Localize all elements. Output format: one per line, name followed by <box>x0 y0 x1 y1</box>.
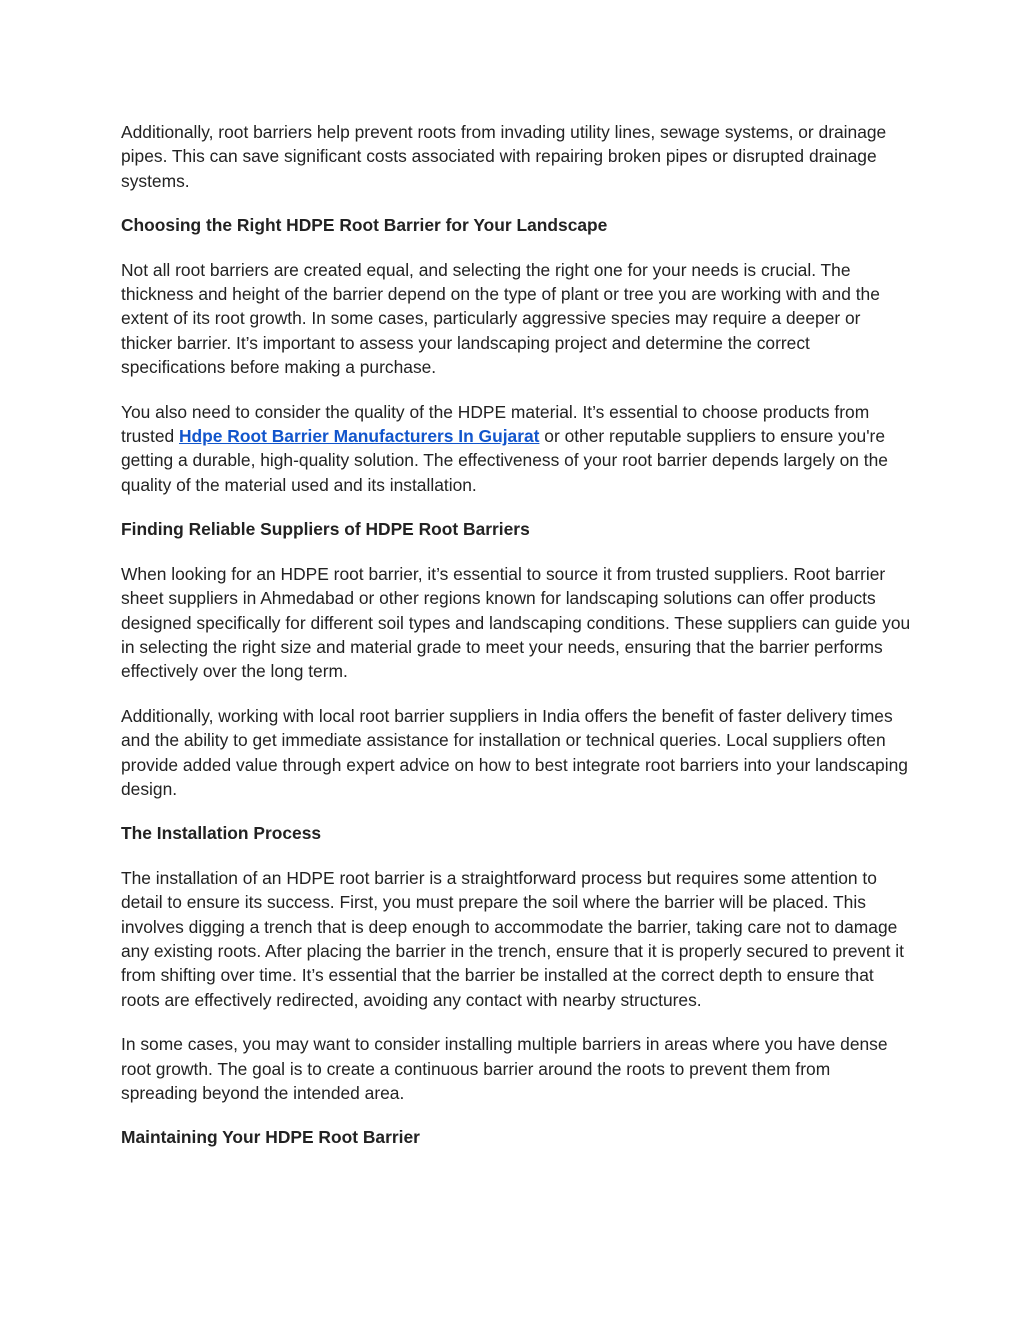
manufacturers-link[interactable]: Hdpe Root Barrier Manufacturers In Gujarat <box>179 426 540 447</box>
heading-finding-suppliers: Finding Reliable Suppliers of HDPE Root Barriers <box>121 519 530 540</box>
document-page <box>121 120 911 1170</box>
paragraph-barrier-selection: Not all root barriers are created equal, and selecting the right one for your needs is crucial. The thickness and height of the barrier depend on the type of plant or tree you are working with and the extent of its root growth. In some cases, particularly aggressive species may require a deeper or thicker barrier. It’s important to assess your landscaping project and determine the correct specifications before making a purchase. <box>121 259 880 378</box>
paragraph-material-quality-text-before: You also need to consider the quality of the HDPE material. It’s essential to choose products from trusted <box>121 401 870 447</box>
paragraph-utility-lines: Additionally, root barriers help prevent roots from invading utility lines, sewage systems, or drainage pipes. This can save significant costs associated with repairing broken pipes or disrupted drainage systems. <box>121 122 887 191</box>
heading-maintaining-barrier: Maintaining Your HDPE Root Barrier <box>121 1127 420 1148</box>
paragraph-trusted-suppliers: When looking for an HDPE root barrier, it’s essential to source it from trusted suppliers. Root barrier sheet suppliers in Ahmedabad or other regions known for landscaping solutions can offer products designed specifically for different soil types and landscaping conditions. These suppliers can guide you in selecting the right size and material grade to meet your needs, ensuring that the barrier performs effectively over the long term. <box>121 563 911 682</box>
paragraph-multiple-barriers: In some cases, you may want to consider installing multiple barriers in areas where you have dense root growth. The goal is to create a continuous barrier around the roots to prevent them from spreading beyond the intended area. <box>121 1034 888 1103</box>
paragraph-material-quality <box>121 400 911 498</box>
heading-choosing-barrier: Choosing the Right HDPE Root Barrier for Your Landscape <box>121 215 608 236</box>
heading-installation-process: The Installation Process <box>121 823 322 844</box>
paragraph-local-suppliers: Additionally, working with local root barrier suppliers in India offers the benefit of faster delivery times and the ability to get immediate assistance for installation or technical queries. Local suppliers often provide added value through expert advice on how to best integrate root barriers into your landscaping design. <box>121 705 908 799</box>
paragraph-installation-steps: The installation of an HDPE root barrier is a straightforward process but requires some attention to detail to ensure its success. First, you must prepare the soil where the barrier will be placed. This involves digging a trench that is deep enough to accommodate the barrier, taking care not to damage any existing roots. After placing the barrier in the trench, ensure that it is properly secured to prevent it from shifting over time. It’s essential that the barrier be installed at the correct depth to ensure that roots are effectively redirected, avoiding any contact with nearby structures. <box>121 867 904 1010</box>
paragraph-material-quality-text-after: or other reputable suppliers to ensure you're getting a durable, high-quality solution. The effectiveness of your root barrier depends largely on the quality of the material used and its installation. <box>121 426 888 495</box>
